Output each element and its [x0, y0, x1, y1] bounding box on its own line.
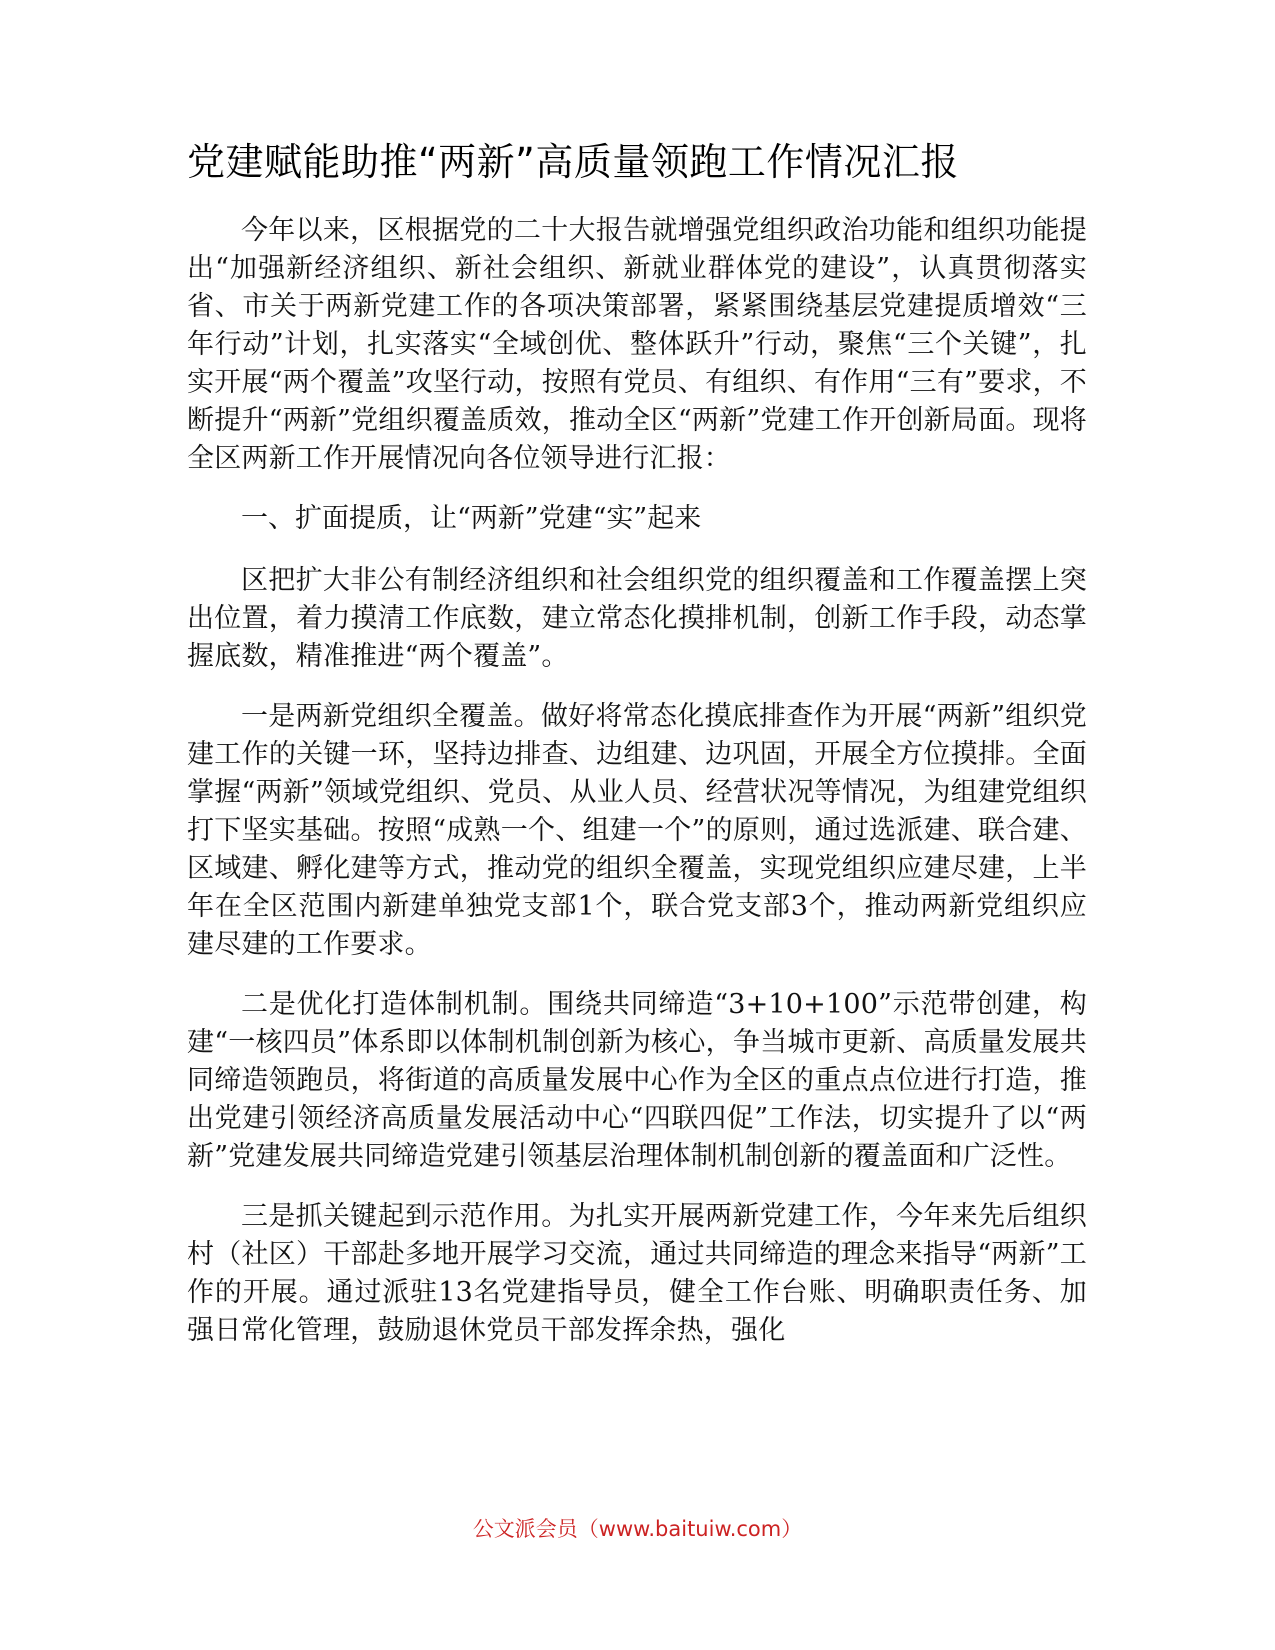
intro-paragraph: 今年以来，区根据党的二十大报告就增强党组织政治功能和组织功能提出“加强新经济组织、新社会组织、新就业群体党的建设”，认真贯彻落实省、市关于两新党建工作的各项决策部署，紧紧围绕基层党建提质增效“三年行动”计划，扎实落实“全域创优、整体跃升”行动，聚焦“三个关键”，扎实开展“两个覆盖”攻坚行动，按照有党员、有组织、有作用“三有”要求，不断提升“两新”党组织覆盖质效，推动全区“两新”党建工作开创新局面。现将全区两新工作开展情况向各位领导进行汇报： [187, 214, 1087, 474]
point-one-paragraph: 一是两新党组织全覆盖。做好将常态化摸底排查作为开展“两新”组织党建工作的关键一环，坚持边排查、边组建、边巩固，开展全方位摸排。全面掌握“两新”领域党组织、党员、从业人员、经营状况等情况，为组建党组织打下坚实基础。按照“成熟一个、组建一个”的原则，通过选派建、联合建、区域建、孵化建等方式，推动党的组织全覆盖，实现党组织应建尽建，上半年在全区范围内新建单独党支部1个，联合党支部3个，推动两新党组织应建尽建的工作要求。 [187, 700, 1087, 960]
footer-watermark: 公文派会员（www.baituiw.com） [472, 1517, 803, 1541]
section-intro-paragraph: 区把扩大非公有制经济组织和社会组织党的组织覆盖和工作覆盖摆上突出位置，着力摸清工作底数，建立常态化摸排机制，创新工作手段，动态掌握底数，精准推进“两个覆盖”。 [187, 564, 1087, 672]
point-three-paragraph: 三是抓关键起到示范作用。为扎实开展两新党建工作，今年来先后组织村（社区）干部赴多地开展学习交流，通过共同缔造的理念来指导“两新”工作的开展。通过派驻13名党建指导员，健全工作台账、明确职责任务、加强日常化管理，鼓励退休党员干部发挥余热，强化 [187, 1200, 1087, 1346]
section-heading: 一、扩面提质，让“两新”党建“实”起来 [241, 502, 702, 534]
document-page [187, 140, 1087, 1372]
document-title: 党建赋能助推“两新”高质量领跑工作情况汇报 [187, 140, 959, 184]
point-two-paragraph: 二是优化打造体制机制。围绕共同缔造“3+10+100”示范带创建，构建“一核四员”体系即以体制机制创新为核心，争当城市更新、高质量发展共同缔造领跑员，将街道的高质量发展中心作为全区的重点点位进行打造，推出党建引领经济高质量发展活动中心“四联四促”工作法，切实提升了以“两新”党建发展共同缔造党建引领基层治理体制机制创新的覆盖面和广泛性。 [187, 988, 1087, 1172]
